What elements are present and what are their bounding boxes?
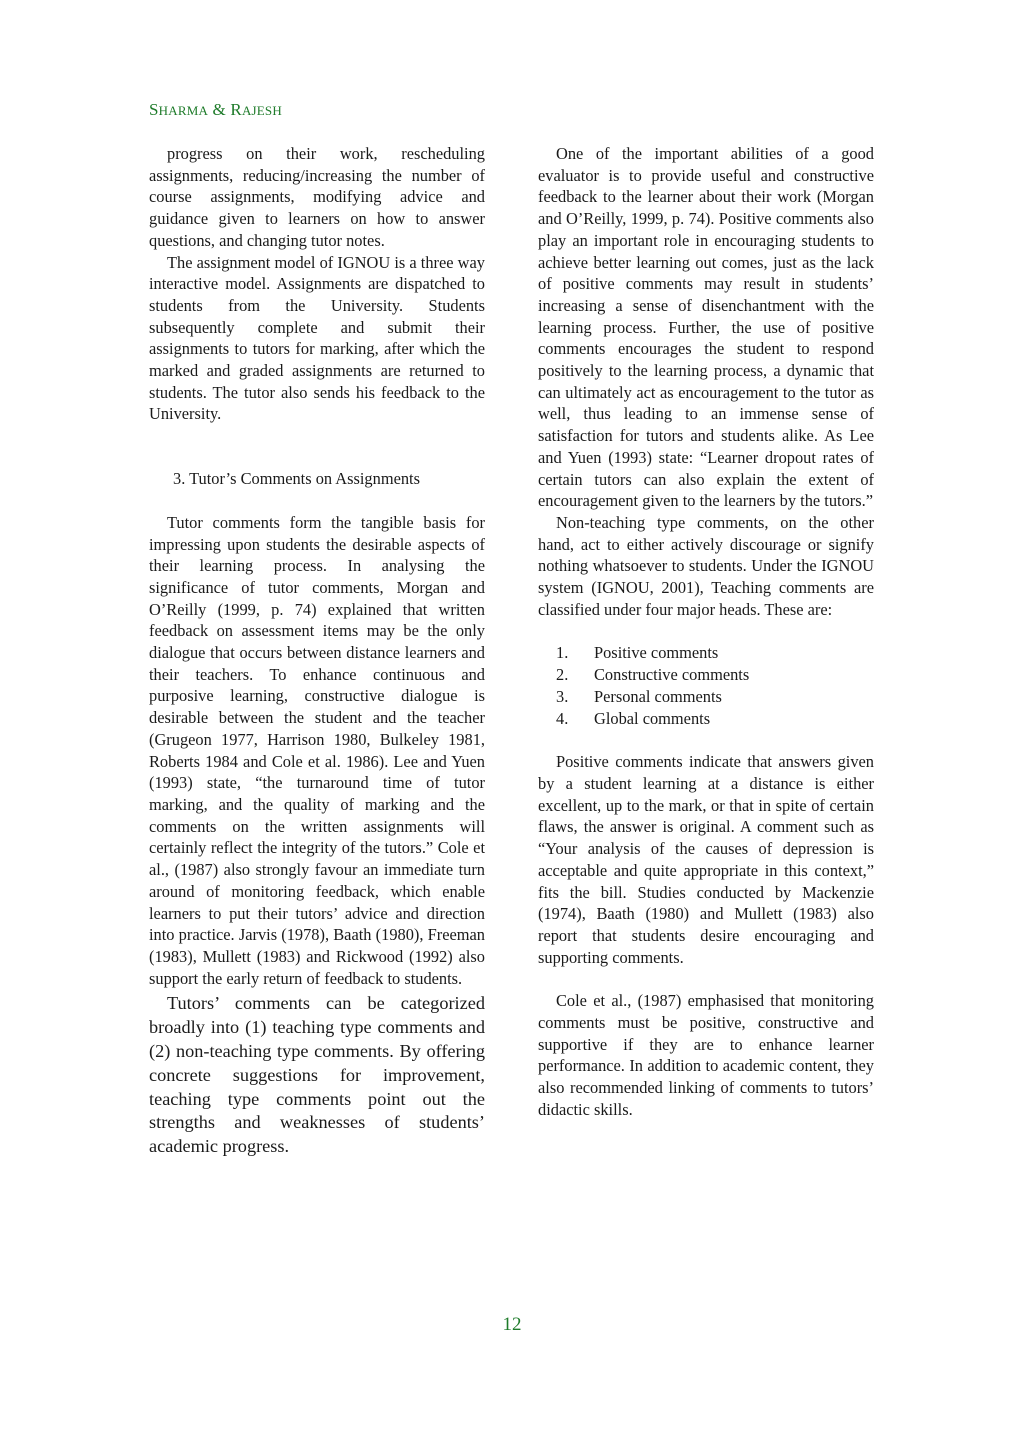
running-head — [149, 100, 282, 120]
right-paragraph-2: Non-teaching type comments, on the other hand, act to either actively discourage or signify nothing whatsoever to students. Under the IGNOU system (IGNOU, 2001), Teaching comments are classified under four major heads. These are: — [538, 512, 874, 619]
running-head-harma: HARMA — [158, 103, 209, 118]
left-paragraph-1: progress on their work, rescheduling assignments, reducing/increasing the number of course assignments, modifying advice and guidance given to learners on how to answer questions, and changing tutor notes. — [149, 144, 485, 250]
section-heading: 3. Tutor’s Comments on Assignments — [173, 469, 420, 489]
running-head-r: R — [230, 100, 242, 119]
right-column — [538, 143, 874, 1121]
right-paragraph-1: One of the important abilities of a good evaluator is to provide useful and constructive feedback to the learner about their work (Morgan and O’Reilly, 1999, p. 74). Positive comments also play an important role in encouraging students to achieve better learning out comes, just as the lack of positive comments may result in students’ increasing a sense of disenchantment with the learning process. Further, the use of positive comments encourages the student to respond positively to the learning process, a dynamic that can ultimately act as encouragement to the tutor as well, thus leading to an immense sense of satisfaction for tutors and students alike. As Lee and Yuen (1993) state: “Learner dropout rates of certain tutors can also explain the extent of encouragement given to the learners by the tutors.” — [538, 144, 874, 511]
list-item: 4. Global comments — [556, 708, 711, 728]
left-paragraph-2: The assignment model of IGNOU is a three way interactive model. Assignments are dispatched to students from the University. Students subsequently complete and submit their assignments to tutors for marking, after which the marked and graded assignments are returned to students. The tutor also sends his feedback to the University. — [149, 252, 485, 424]
list-item: 3. Personal comments — [556, 686, 722, 706]
comment-heads-list — [538, 642, 874, 729]
list-item: 2. Constructive comments — [556, 665, 750, 685]
running-head-amp: & — [208, 100, 231, 119]
running-head-s: S — [149, 100, 159, 119]
right-paragraph-4: Cole et al., (1987) emphasised that monitoring comments must be positive, constructive and supportive if they are to enhance learner performance. In addition to academic content, they also recommended linking of comments to tutors’ didactic skills. — [538, 991, 874, 1119]
list-item: 1. Positive comments — [556, 643, 719, 663]
page-number: 12 — [502, 1314, 522, 1335]
left-paragraph-4: Tutors’ comments can be categorized broadly into (1) teaching type comments and (2) non-teaching type comments. By offering concrete suggestions for improvement, teaching type comments point out the strengths and weaknesses of students’ academic progress. — [149, 993, 485, 1157]
left-paragraph-3: Tutor comments form the tangible basis for impressing upon students the desirable aspects of their learning process. In analysing the significance of tutor comments, Morgan and O’Reilly (1999, p. 74) explained that written feedback on assessment items may be the only dialogue that occurs between distance learners and their teachers. To enhance continuous and purposive learning, constructive dialogue is desirable between the student and the teacher (Grugeon 1977, Harrison 1980, Bulkeley 1981, Roberts 1984 and Cole et al. 1986). Lee and Yuen (1993) state, “the turnaround time of tutor marking, and the quality of marking and the comments on the written assignments will certainly reflect the integrity of the tutors.” Cole et al., (1987) also strongly favour an immediate turn around of monitoring feedback, which enable learners to put their tutors’ advice and direction into practice. Jarvis (1978), Baath (1980), Freeman (1983), Mullett (1983) and Rickwood (1992) also support the early return of feedback to students. — [149, 512, 485, 988]
right-paragraph-3: Positive comments indicate that answers given by a student learning at a distance is either excellent, up to the mark, or that in spite of certain flaws, the answer is original. A comment such as “Your analysis of the causes of depression is acceptable and quite appropriate in this context,” fits the bill. Studies conducted by Mackenzie (1974), Baath (1980) and Mullett (1983) also report that students desire encouraging and supporting comments. — [538, 752, 874, 967]
running-head-ajesh: AJESH — [241, 103, 282, 118]
left-column — [149, 143, 485, 1159]
